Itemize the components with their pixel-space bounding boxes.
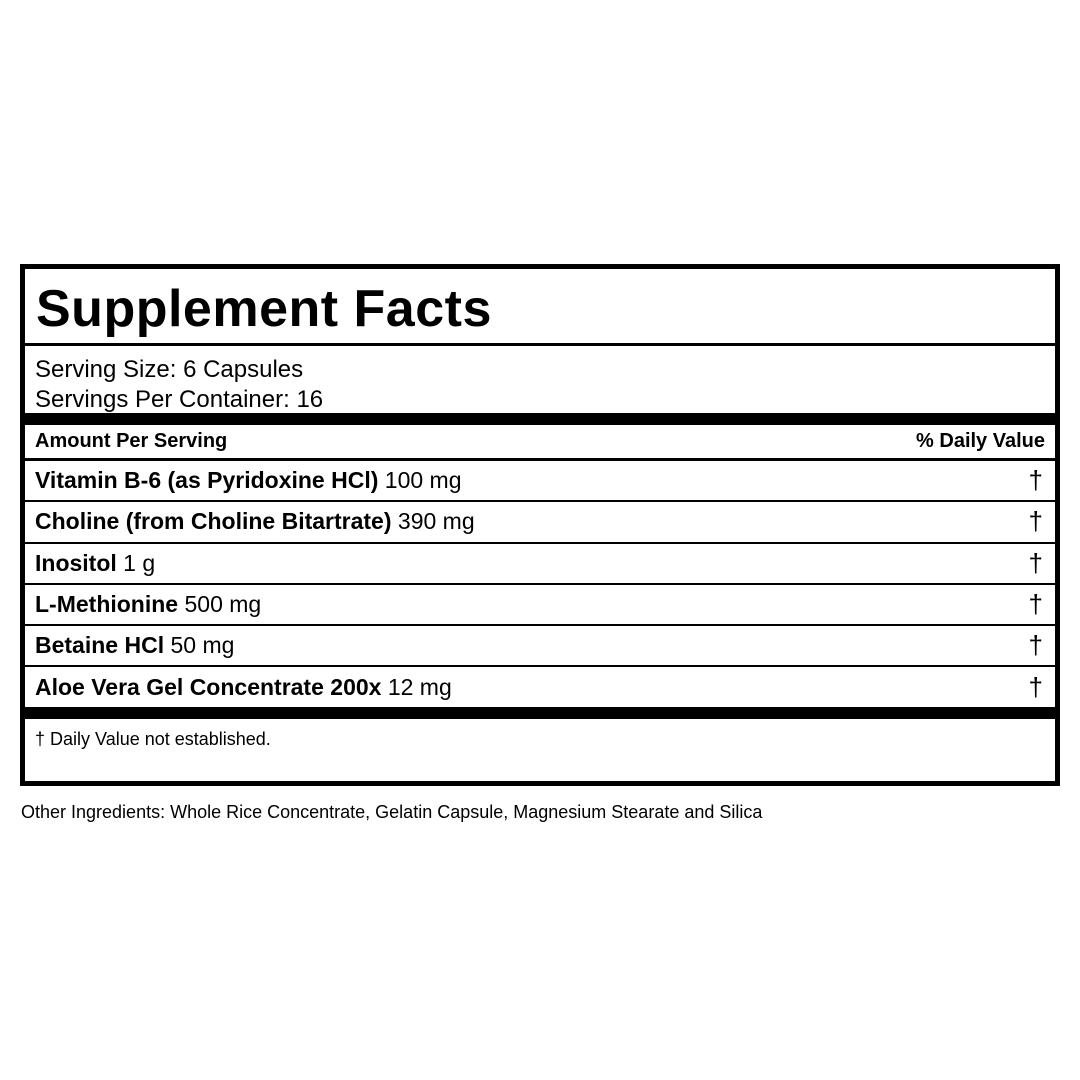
daily-value-dagger: †: [1028, 671, 1043, 702]
nutrient-amount: 100 mg: [384, 467, 462, 494]
column-header-row: [25, 425, 1055, 461]
nutrient-row: [25, 626, 1055, 667]
nutrient-amount: 1 g: [123, 549, 156, 576]
amount-per-serving-header: Amount Per Serving: [35, 430, 228, 452]
nutrient-amount: 50 mg: [170, 632, 235, 659]
daily-value-dagger: †: [1028, 506, 1043, 537]
servings-per-container: Servings Per Container: 16: [35, 386, 324, 413]
nutrient-name: Vitamin B-6 (as Pyridoxine HCl): [35, 467, 379, 494]
nutrient-amount: 390 mg: [397, 508, 475, 535]
nutrient-row: [25, 544, 1055, 585]
nutrient-name: Inositol: [35, 549, 117, 576]
daily-value-dagger: †: [1028, 589, 1043, 620]
other-ingredients: Other Ingredients: Whole Rice Concentrate, Gelatin Capsule, Magnesium Stearate and Silica: [21, 802, 763, 822]
footnote: † Daily Value not established.: [35, 728, 271, 749]
nutrient-name: Betaine HCl: [35, 632, 165, 659]
daily-value-header: % Daily Value: [916, 430, 1045, 452]
supplement-facts-panel: [20, 264, 1060, 786]
daily-value-dagger: †: [1028, 465, 1043, 496]
nutrient-row: [25, 502, 1055, 543]
nutrient-name: Aloe Vera Gel Concentrate 200x: [35, 673, 382, 700]
daily-value-dagger: †: [1028, 547, 1043, 578]
nutrient-name: Choline (from Choline Bitartrate): [35, 508, 392, 535]
title-block: [25, 269, 1055, 346]
nutrient-amount: 12 mg: [387, 673, 452, 700]
serving-size: Serving Size: 6 Capsules: [35, 356, 304, 383]
label-title: Supplement Facts: [36, 280, 492, 338]
daily-value-dagger: †: [1028, 630, 1043, 661]
thick-divider: [25, 709, 1055, 719]
nutrient-row: [25, 667, 1055, 708]
nutrient-row: [25, 461, 1055, 502]
nutrient-amount: 500 mg: [184, 591, 262, 618]
nutrient-name: L-Methionine: [35, 591, 179, 618]
nutrient-row: [25, 585, 1055, 626]
serving-info: [25, 346, 1055, 425]
